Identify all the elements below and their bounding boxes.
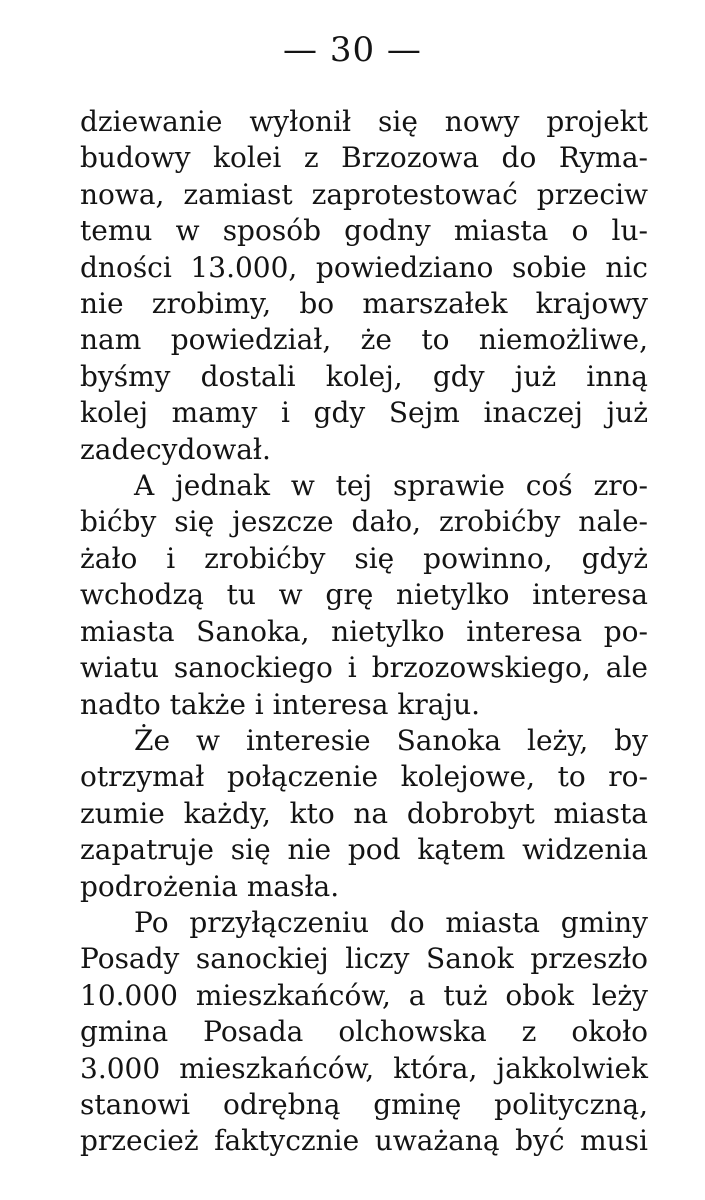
- text-line: temu w sposób godny miasta o lu-: [80, 214, 648, 248]
- text-line: nam powiedział, że to niemożliwe,: [80, 323, 648, 357]
- text-line: miasta Sanoka, nietylko interesa po-: [80, 614, 648, 648]
- text-line: wiatu sanockiego i brzozowskiego, ale: [80, 651, 648, 685]
- text-line: zadecydował.: [80, 432, 271, 466]
- text-line: dziewanie wyłonił się nowy projekt: [80, 105, 648, 138]
- text-line: 10.000 mieszkańców, a tuż obok leży: [80, 978, 648, 1012]
- page-number: — 30 —: [283, 30, 422, 70]
- text-line: byśmy dostali kolej, gdy już inną: [80, 359, 648, 393]
- text-line: 3.000 mieszkańców, która, jakkolwiek: [80, 1051, 648, 1085]
- text-line: Po przyłączeniu do miasta gminy: [134, 905, 648, 939]
- text-line: wchodzą tu w grę nietylko interesa: [80, 578, 648, 612]
- text-line: A jednak w tej sprawie coś zro-: [134, 469, 648, 503]
- text-line: nie zrobimy, bo marszałek krajowy: [80, 287, 648, 321]
- paragraph: [80, 905, 648, 1160]
- text-line: gmina Posada olchowska z około: [80, 1015, 648, 1049]
- text-line: bićby się jeszcze dało, zrobićby nale-: [80, 505, 648, 539]
- text-line: przecież faktycznie uważaną być musi: [80, 1124, 648, 1158]
- text-line: nadto także i interesa kraju.: [80, 687, 481, 721]
- text-line: żało i zrobićby się powinno, gdyż: [80, 541, 648, 575]
- text-line: podrożenia masła.: [80, 869, 340, 903]
- text-line: zumie każdy, kto na dobrobyt miasta: [80, 796, 648, 830]
- text-line: dności 13.000, powiedziano sobie nic: [80, 250, 648, 284]
- text-line: kolej mamy i gdy Sejm inaczej już: [80, 396, 648, 430]
- text-line: budowy kolei z Brzozowa do Ryma-: [80, 141, 648, 175]
- text-line: otrzymał połączenie kolejowe, to ro-: [80, 760, 648, 794]
- text-line: zapatruje się nie pod kątem widzenia: [80, 833, 648, 867]
- text-line: Że w interesie Sanoka leży, by: [134, 723, 648, 757]
- paragraph: [80, 723, 648, 905]
- paragraph: [80, 468, 648, 723]
- text-line: Posady sanockiej liczy Sanok przeszło: [80, 942, 648, 976]
- paragraph: [80, 104, 648, 468]
- body-text: [80, 104, 648, 1160]
- text-line: nowa, zamiast zaprotestować przeciw: [80, 177, 648, 211]
- text-line: stanowi odrębną gminę polityczną,: [80, 1087, 648, 1121]
